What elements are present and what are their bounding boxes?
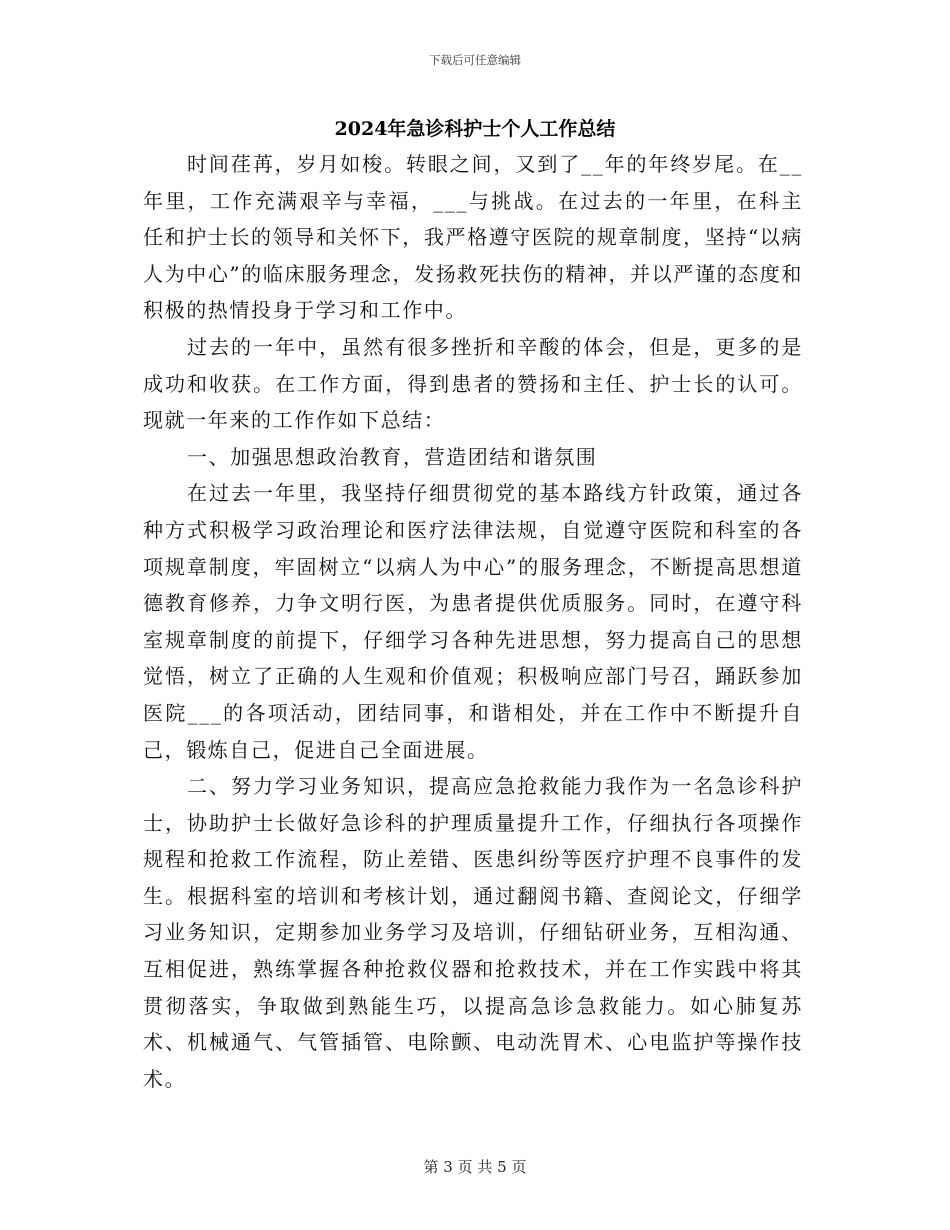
paragraph-intro: 时间荏苒，岁月如梭。转眼之间，又到了__年的年终岁尾。在__年里，工作充满艰辛与幸福，___与挑战。在过去的一年里，在科主任和护士长的领导和关怀下，我严格遵守医院的规章制度，坚持“以病人为中心”的临床服务理念，发扬救死扶伤的精神，并以严谨的态度和积极的热情投身于学习和工作中。 <box>143 152 803 323</box>
section-heading-1: 一、加强思想政治教育，营造团结和谐氛围 <box>187 444 598 469</box>
header-note: 下载后可任意编辑 <box>429 53 521 67</box>
document-title: 2024年急诊科护士个人工作总结 <box>334 118 616 140</box>
paragraph-section-1: 在过去一年里，我坚持仔细贯彻党的基本路线方针政策，通过各种方式积极学习政治理论和医疗法律法规，自觉遵守医院和科室的各项规章制度，牢固树立“以病人为中心”的服务理念，不断提高思想道德教育修养，力争文明行医，为患者提供优质服务。同时，在遵守科室规章制度的前提下，仔细学习各种先进思想，努力提高自己的思想觉悟，树立了正确的人生观和价值观；积极响应部门号召，踊跃参加医院___的各项活动，团结同事，和谐相处，并在工作中不断提升自己，锻炼自己，促进自己全面进展。 <box>143 481 803 762</box>
page-number: 第 3 页 共 5 页 <box>423 1158 527 1176</box>
paragraph-section-2: 二、努力学习业务知识，提高应急抢救能力我作为一名急诊科护士，协助护士长做好急诊科的护理质量提升工作，仔细执行各项操作规程和抢救工作流程，防止差错、医患纠纷等医疗护理不良事件的发生。根据科室的培训和考核计划，通过翻阅书籍、查阅论文，仔细学习业务知识，定期参加业务学习及培训，仔细钻研业务，互相沟通、互相促进，熟练掌握各种抢救仪器和抢救技术，并在工作实践中将其贯彻落实，争取做到熟能生巧，以提高急诊急救能力。如心肺复苏术、机械通气、气管插管、电除颤、电动洗胃术、心电监护等操作技术。 <box>143 774 803 1091</box>
paragraph-summary: 过去的一年中，虽然有很多挫折和辛酸的体会，但是，更多的是成功和收获。在工作方面，得到患者的赞扬和主任、护士长的认可。现就一年来的工作作如下总结： <box>143 334 803 433</box>
document-body <box>143 146 803 1097</box>
